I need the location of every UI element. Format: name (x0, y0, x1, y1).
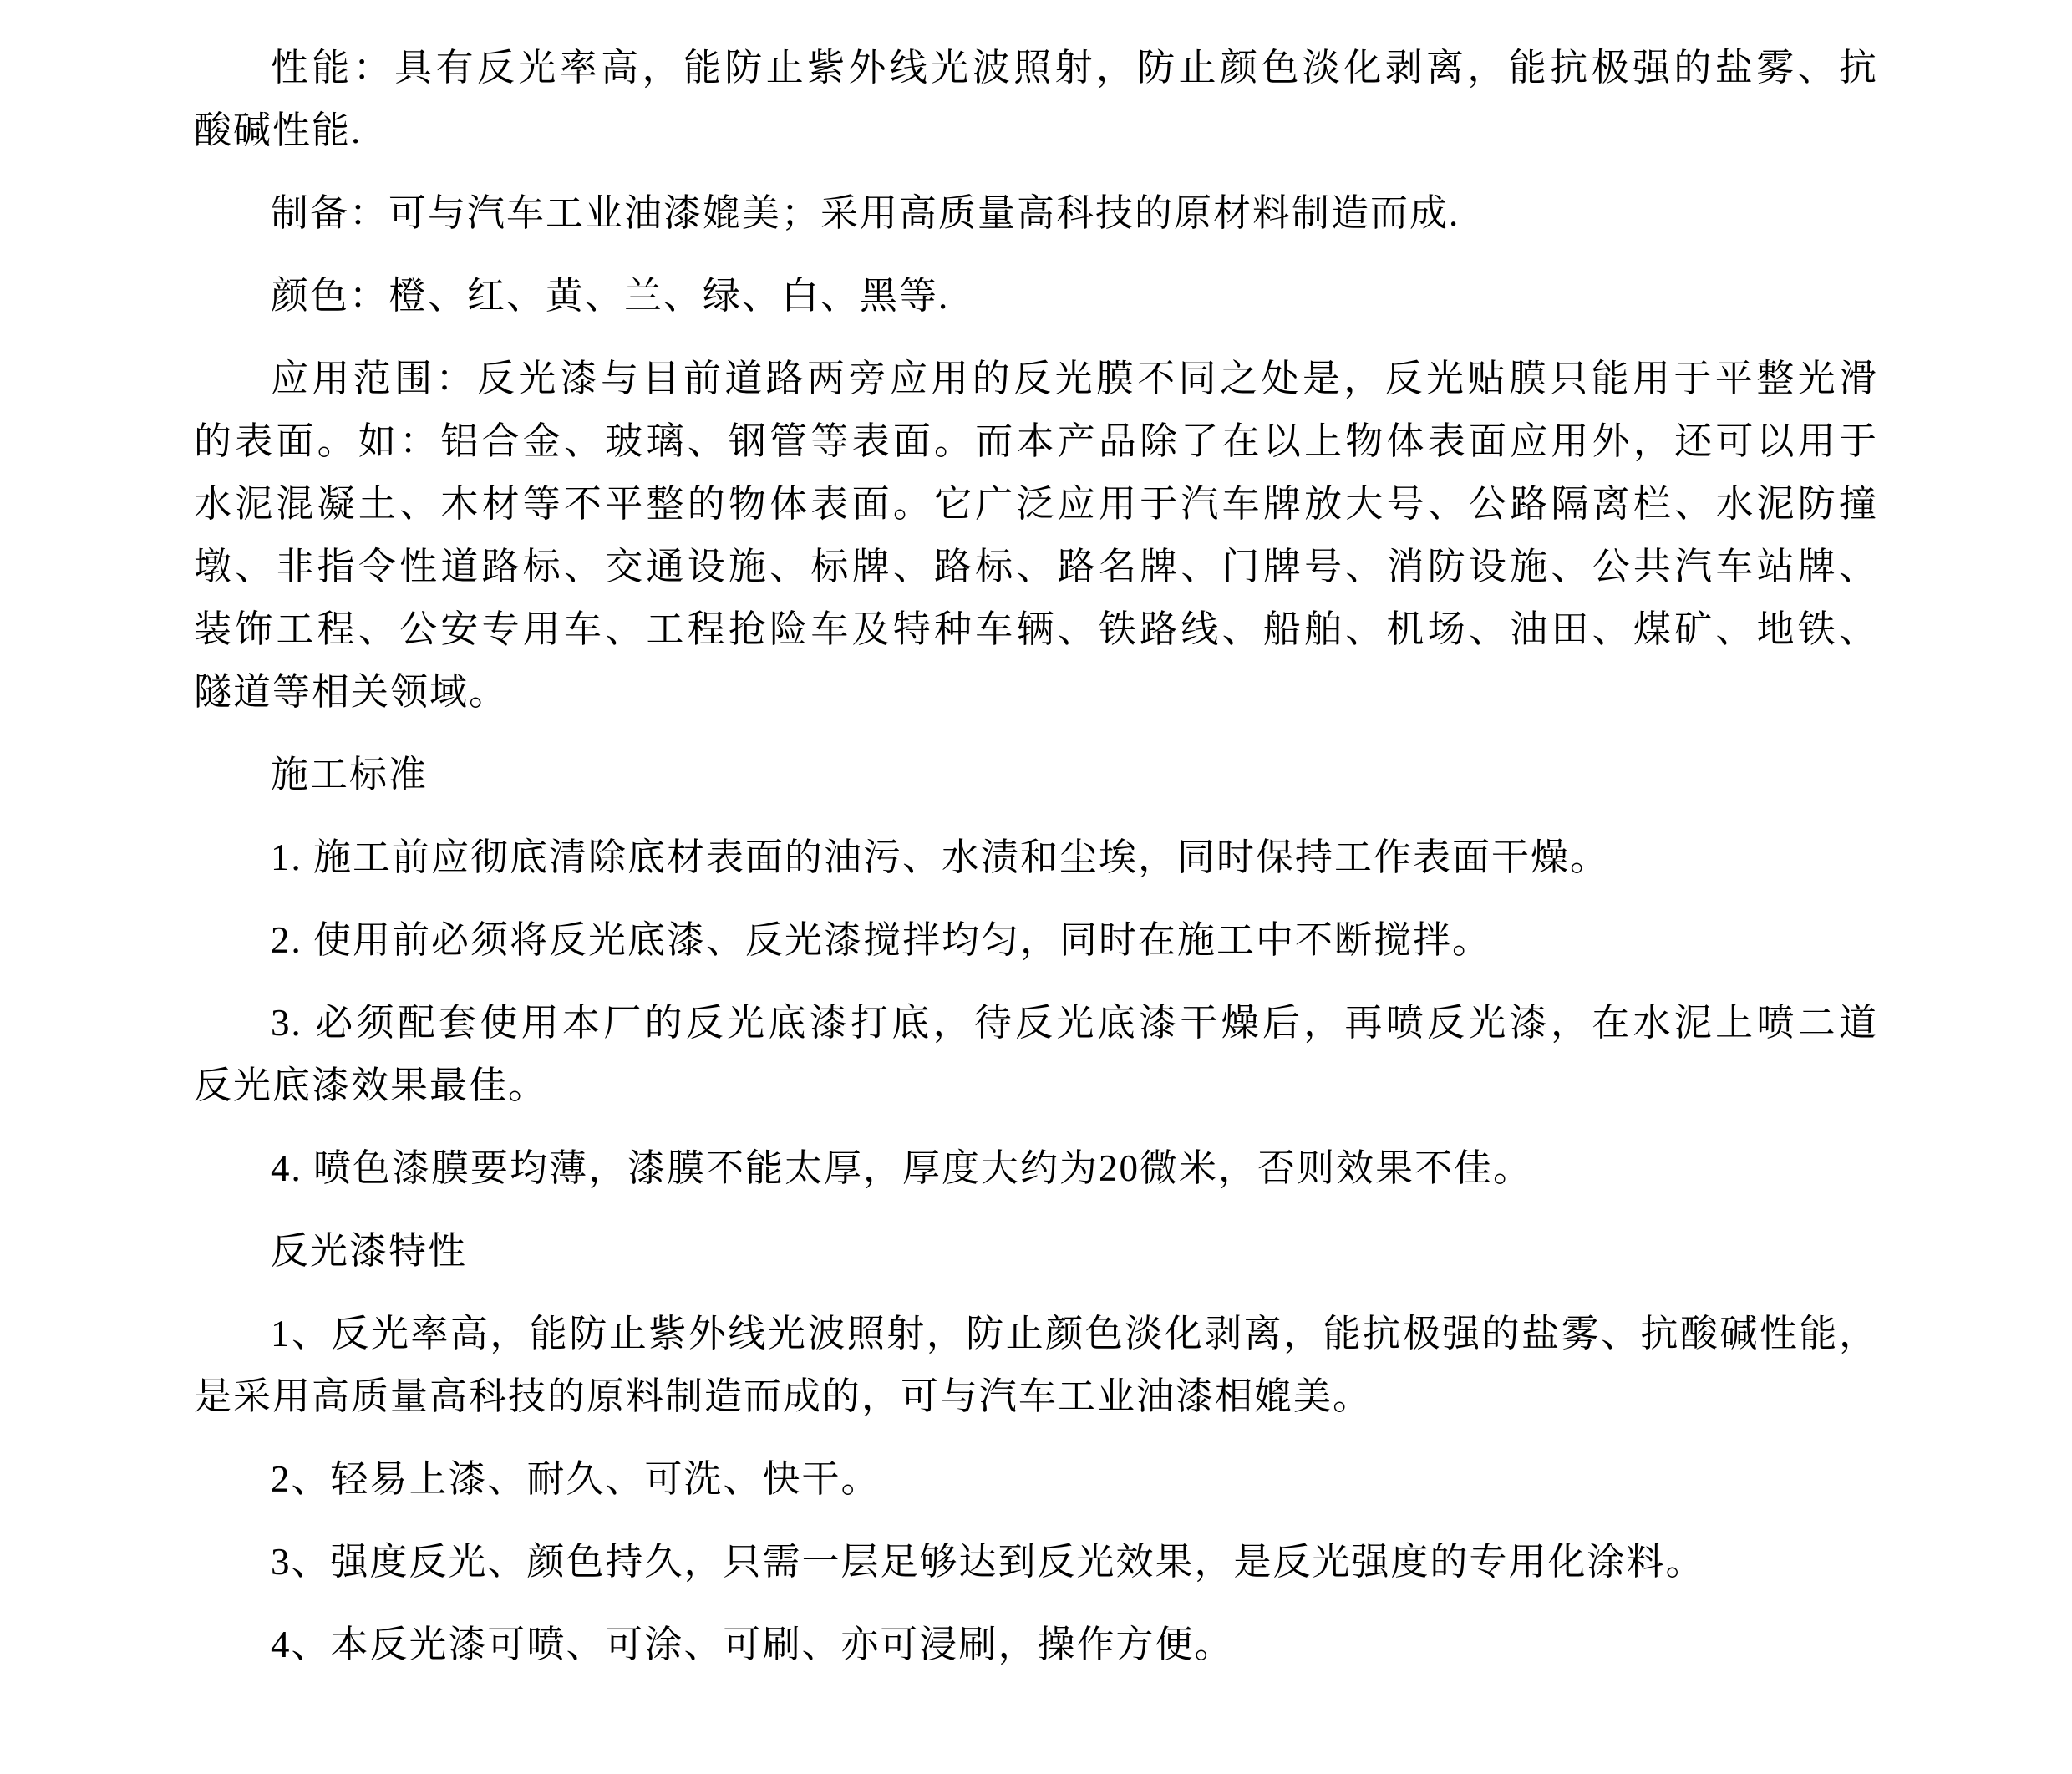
text-line: 反光漆特性 (271, 1230, 468, 1272)
text-line: 3、强度反光、颜色持久，只需一层足够达到反光效果，是反光强度的专用化涂料。 (271, 1541, 1705, 1583)
text-line: 2、轻易上漆、耐久、可洗、快干。 (271, 1458, 881, 1500)
text-line: 1. 施工前应彻底清除底材表面的油污、水渍和尘埃，同时保持工作表面干燥。 (271, 836, 1610, 878)
text-line: 的表面。如：铝合金、玻璃、钢管等表面。而本产品除了在以上物体表面应用外，还可以用于 (194, 420, 1878, 462)
construction-item-1 (194, 826, 1878, 889)
para-preparation (194, 182, 1878, 245)
text-line: 性能：具有反光率高，能防止紫外线光波照射，防止颜色淡化剥离，能抗极强的盐雾、抗 (271, 47, 1878, 89)
text-line: 1、反光率高，能防止紫外线光波照射，防止颜色淡化剥离，能抗极强的盐雾、抗酸碱性能， (271, 1313, 1878, 1355)
construction-item-2 (194, 909, 1878, 972)
properties-item-3 (194, 1531, 1878, 1594)
heading-construction-standard (194, 744, 1878, 806)
text-line: 水泥混凝土、木材等不平整的物体表面。它广泛应用于汽车牌放大号、公路隔离栏、水泥防撞 (194, 483, 1878, 525)
text-line: 隧道等相关领域。 (194, 671, 509, 713)
text-line: 制备：可与汽车工业油漆媲美；采用高质量高科技的原材料制造而成. (271, 192, 1460, 234)
para-performance (194, 37, 1878, 162)
properties-item-4 (194, 1614, 1878, 1676)
text-line: 2. 使用前必须将反光底漆、反光漆搅拌均匀，同时在施工中不断搅拌。 (271, 919, 1492, 961)
properties-item-1 (194, 1303, 1878, 1428)
text-line: 施工标准 (271, 754, 429, 796)
text-line: 酸碱性能. (194, 109, 363, 151)
construction-item-3 (194, 992, 1878, 1117)
text-line: 反光底漆效果最佳。 (194, 1065, 548, 1106)
para-application-scope (194, 348, 1878, 724)
text-line: 3. 必须配套使用本厂的反光底漆打底，待反光底漆干燥后，再喷反光漆，在水泥上喷二道 (271, 1002, 1878, 1044)
heading-paint-properties (194, 1220, 1878, 1283)
text-line: 是采用高质量高科技的原料制造而成的，可与汽车工业油漆相媲美。 (194, 1375, 1373, 1417)
text-line: 墩、非指令性道路标、交通设施、标牌、路标、路名牌、门牌号、消防设施、公共汽车站牌、 (194, 546, 1878, 587)
text-line: 颜色：橙、红、黄、兰、绿、白、黑等. (271, 275, 950, 317)
properties-item-2 (194, 1448, 1878, 1511)
para-colors (194, 265, 1878, 328)
construction-item-4 (194, 1137, 1878, 1200)
text-line: 4、本反光漆可喷、可涂、可刷、亦可浸刷，操作方便。 (271, 1624, 1234, 1665)
text-line: 4. 喷色漆膜要均薄，漆膜不能太厚，厚度大约为20微米，否则效果不佳。 (271, 1147, 1533, 1189)
text-line: 装饰工程、公安专用车、工程抢险车及特种车辆、铁路线、船舶、机场、油田、煤矿、地铁、 (194, 608, 1878, 650)
text-line: 应用范围：反光漆与目前道路两旁应用的反光膜不同之处是，反光贴膜只能用于平整光滑 (271, 358, 1878, 399)
